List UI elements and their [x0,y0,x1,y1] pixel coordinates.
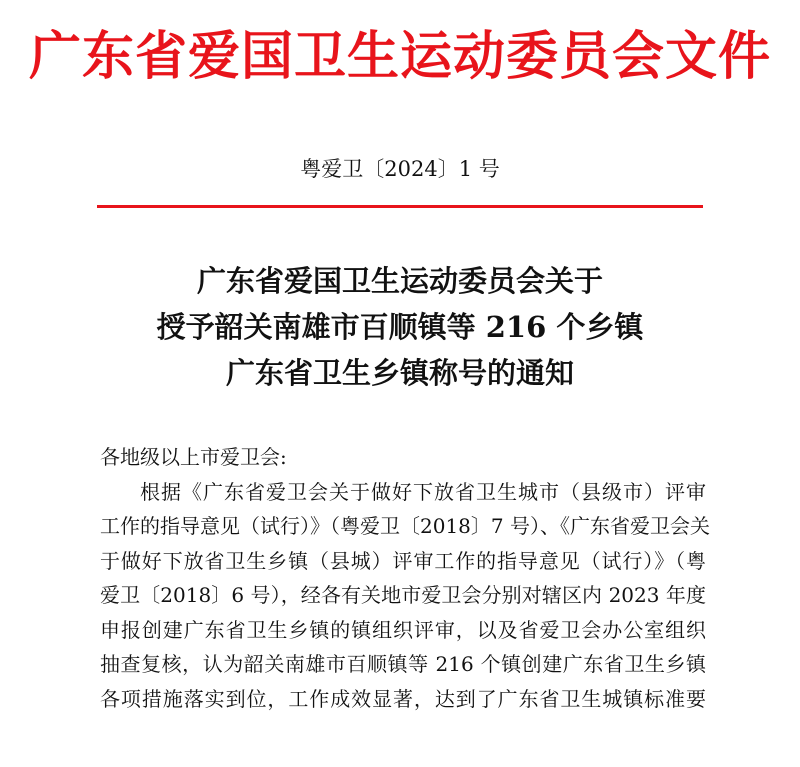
document-header-title: 广东省爱国卫生运动委员会文件 [28,26,771,87]
red-separator-line [97,205,703,208]
salutation: 各地级以上市爱卫会: [100,445,287,469]
paragraph-line: 工作的指导意见（试行）》（粤爱卫〔2018〕7 号）、《广东省爱卫会关 [100,514,710,538]
document-number: 粤爱卫〔2024〕1 号 [300,157,500,181]
body-paragraph [100,475,710,717]
notice-title-line: 广东省爱国卫生运动委员会关于 [196,264,603,298]
notice-title-line: 授予韶关南雄市百顺镇等 216 个乡镇 [156,310,644,344]
notice-title-line: 广东省卫生乡镇称号的通知 [225,356,574,390]
paragraph-line: 抽查复核，认为韶关南雄市百顺镇等 216 个镇创建广东省卫生乡镇 [100,652,706,676]
paragraph-line: 于做好下放省卫生乡镇（县城）评审工作的指导意见（试行）》（粤 [100,548,706,573]
paragraph-line: 根据《广东省爱卫会关于做好下放省卫生城市（县级市）评审 [140,479,706,504]
notice-title [0,258,800,396]
paragraph-line: 申报创建广东省卫生乡镇的镇组织评审，以及省爱卫会办公室组织 [100,617,706,642]
paragraph-line: 各项措施落实到位，工作成效显著，达到了广东省卫生城镇标准要 [100,686,706,711]
paragraph-line: 爱卫〔2018〕6 号），经各有关地市爱卫会分别对辖区内 2023 年度 [100,583,706,607]
notice-body [100,440,710,716]
